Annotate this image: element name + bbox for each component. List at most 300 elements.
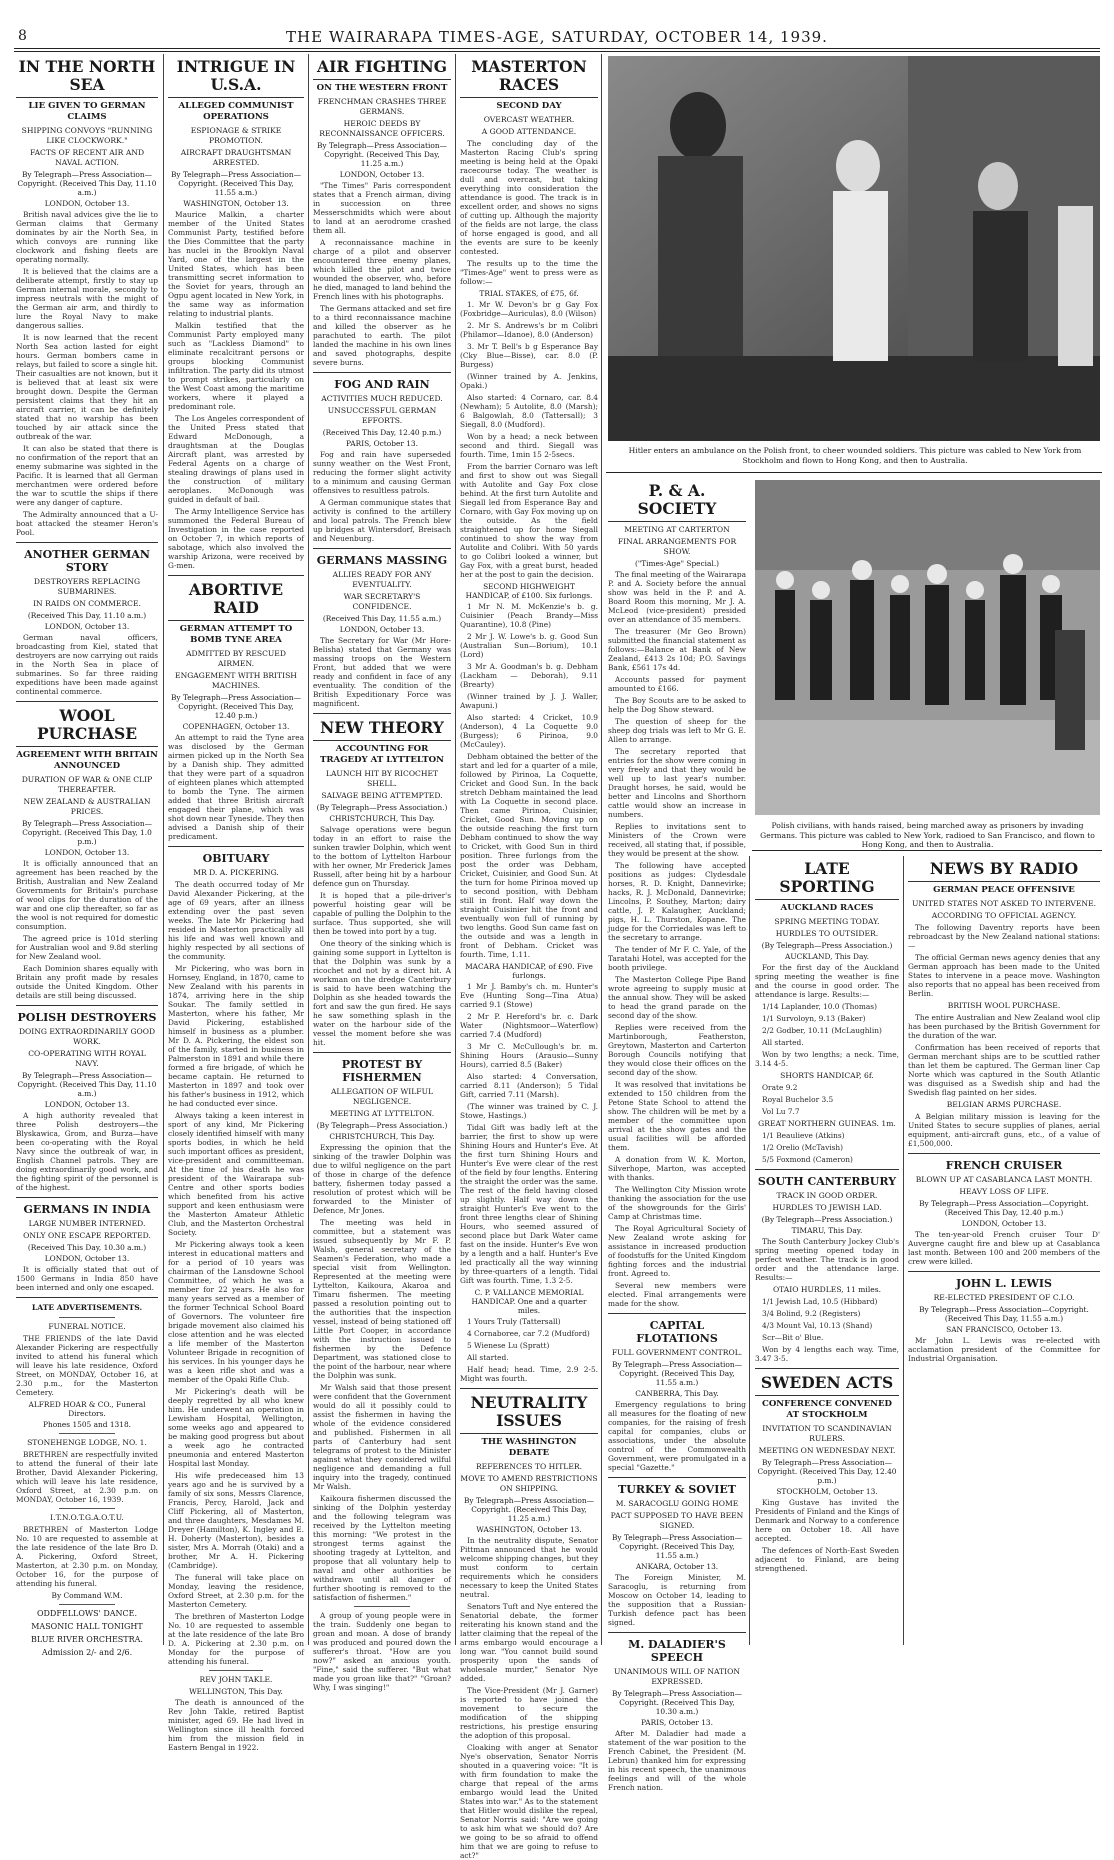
subheadline: ENGAGEMENT WITH BRITISH MACHINES. bbox=[175, 671, 297, 690]
headline: TURKEY & SOVIET bbox=[618, 1483, 736, 1496]
credit-line: (By Telegraph—Press Association.) bbox=[316, 1121, 448, 1130]
headline: CAPITAL FLOTATIONS bbox=[636, 1319, 718, 1345]
divider bbox=[16, 1297, 158, 1298]
credit-line: By Telegraph—Press Association—Copyright. (Received This Day, 11.25 a.m.) bbox=[463, 1496, 594, 1523]
paragraph: The Army Intelligence Service has summoned the Federal Bureau of Investigation in the case reported on October 7, in which reports of sabotage, which also involved the warship Arizona, were received by G-men. bbox=[168, 507, 304, 570]
credit-line: By Telegraph—Press Association—Copyright. (Received This Day, 11.55 a.m.) bbox=[611, 1360, 742, 1387]
section-title: FUNERAL NOTICE. bbox=[48, 1322, 126, 1331]
column-rule bbox=[163, 54, 164, 1645]
column-rule bbox=[903, 856, 904, 1645]
subheadline: MOVE TO AMEND RESTRICTIONS ON SHIPPING. bbox=[460, 1474, 598, 1493]
race-result: 2. Mr S. Andrews's br m Colibri (Philamor—Idanoe), 8.0 (Anderson) bbox=[460, 321, 598, 339]
paragraph: The South Canterbury Jockey Club's spring meeting opened today in perfect weather. The track is in good order and the attendance large. Results:— bbox=[755, 1237, 899, 1282]
subheadline: ACCORDING TO OFFICIAL AGENCY. bbox=[931, 911, 1077, 920]
subheadline: HURDLES TO JEWISH LAD. bbox=[772, 1203, 882, 1212]
dateline: CHRISTCHURCH, This Day. bbox=[329, 814, 435, 823]
dateline: LONDON, October 13. bbox=[44, 622, 130, 631]
race-result: From the barrier Cornaro was left and first to show out was Siegall with Autolite and Gay Fox close behind. At the first turn Autolite and Siegall led from Esperance Bay and Cornaro, with Gay Fox moving up on the outside. As the field straightened up for home Siegall continued to show the way from Autolite and Colibri. With 50 yards to go Colibri looked a winner, but Gay Fox, with a great burst, headed her at the post to gain the decision. bbox=[460, 462, 598, 579]
paragraph: The secretary reported that entries for the show were coming in very freely and that they would be well up to last year's number. Draught horses, he said, would be better and Lincolns and Shorthorn cattle would show an increase in numbers. bbox=[608, 747, 746, 819]
divider bbox=[59, 1433, 116, 1434]
ad-line: BLUE RIVER ORCHESTRA. bbox=[31, 1635, 143, 1644]
headline: OBITUARY bbox=[202, 852, 270, 865]
race-result: Half head; head. Time, 2.9 2-5. Might was fourth. bbox=[460, 1365, 598, 1383]
race-result: Debham obtained the better of the start and led for a quarter of a mile, followed by Pirinoa, La Coquette, Cricket and Good Sun. In the back stretch Debham maintained the lead with La Coquette in second place. Then came Pirinoa, Cuisinier, Cricket, Good Sun. Moving up on the outside reaching the first turn Debham continued to show the way to Cricket, with Good Sun in third position. Three furlongs from the post the order was Debham, Cricket, Cuisinier, and Good Sun. At the turn for home Pirinoa moved up to second position, with Debham still in front. Half way down the straight Cuisinier hit the front and eventually won full of running by two lengths. Good Sun came fast on the outside and was a length in front of Debham. Cricket was fourth. Time, 1.11. bbox=[460, 752, 598, 959]
dateline: TIMARU, This Day. bbox=[791, 1226, 863, 1235]
subheadline: SHIPPING CONVOYS "RUNNING LIKE CLOCKWORK." bbox=[21, 126, 153, 145]
paragraph: Several new members were elected. Final arrangements were made for the show. bbox=[608, 1281, 746, 1308]
subheadline: REFERENCES TO HITLER. bbox=[475, 1462, 583, 1471]
paragraph: A German communique states that activity is confined to the artillery and local patrols. The French blew up bridges at Wintersdorf, Breisach and Neuenburg. bbox=[313, 498, 451, 543]
paragraph: The funeral will take place on Monday, leaving the residence, Oxford Street, at 2.30 p.m. for the Masterton Cemetery. bbox=[168, 1573, 304, 1609]
paragraph: It is believed that the claims are a deliberate attempt, firstly to stay up German internal morale, secondly to impress neutrals with the might of the German air arm, and thirdly to lure the Royal Navy to make dangerous sallies. bbox=[16, 267, 158, 330]
race-result: 2 Mr P. Hereford's br. c. Dark Water (Nightsmoor—Waterflow) carried 7.4 (Mudford) bbox=[460, 1012, 598, 1039]
subheadline: M. SARACOGLU GOING HOME bbox=[615, 1499, 739, 1508]
ad-line: MASONIC HALL TONIGHT bbox=[31, 1622, 143, 1631]
race-result: 1 Yours Truly (Tattersall) bbox=[467, 1317, 561, 1326]
paragraph: Kaikoura fishermen discussed the sinking of the Dolphin yesterday and the following telegram was received by the Lyttelton meeting this morning: "We protest in the strongest terms against the shooting tragedy at Lyttelton, and propose that all voluntary help to naval and other authorities be withdrawn until all danger of further shooting is removed to the satisfaction of fishermen." bbox=[313, 1494, 451, 1602]
subheadline: GERMAN ATTEMPT TO BOMB TYNE AREA bbox=[179, 624, 293, 645]
dateline: LONDON, October 13. bbox=[44, 848, 130, 857]
race-result: Scr—Bit o' Blue. bbox=[762, 1333, 824, 1342]
paragraph: It is officially announced that an agreement has been reached by the British, Australian and New Zealand Governments for Britain's purchase of wool clips for the duration of the war and one clip thereafter, so far as the wool is not required for domestic consumption. bbox=[16, 859, 158, 931]
credit-line: By Telegraph—Press Association—Copyright. (Received This Day, 10.30 a.m.) bbox=[611, 1689, 742, 1716]
race-title: GREAT NORTHERN GUINEAS. 1m. bbox=[758, 1119, 896, 1128]
divider bbox=[608, 1477, 746, 1478]
notice-text: THE FRIENDS of the late David Alexander Pickering are respectfully invited to attend his funeral which will leave his late residence, Oxford Street, on MONDAY, October 16, at 2.30 p.m., for the Masterton Cemetery. bbox=[16, 1334, 158, 1397]
paragraph: Cloaking with anger at Senator Nye's observation, Senator Norris shouted in a quavering voice: "It is with firm foundation to make the charge that repeal of the arms embargo would lead the United States into war." As to the statement that Hitler would dislike the repeal, Senator Norris said: "Are we going to ask him what we should do? Are we going to be so afraid to offend him that we are going to refuse to act?" bbox=[460, 1743, 598, 1860]
race-title: SECOND HIGHWEIGHT HANDICAP, of £100. Six furlongs. bbox=[465, 582, 593, 600]
race-result: 1/1 Jewish Lad, 10.5 (Hibbard) bbox=[762, 1297, 878, 1306]
paragraph: The question of sheep for the sheep dog trials was left to Mr G. E. Allen to arrange. bbox=[608, 717, 746, 744]
paragraph: An attempt to raid the Tyne area was disclosed by the German airmen picked up in the North Sea by a Danish ship. They admitted that they were part of a squadron of eighteen planes which attempted to bomb the Tyne. The airmen added that three British aircraft engaged their plane, which was shot down near Tyneside. They then advised a Danish ship of their predicament. bbox=[168, 733, 305, 841]
subheadline: DESTROYERS REPLACING SUBMARINES. bbox=[33, 577, 141, 596]
paragraph: The final meeting of the Wairarapa P. and A. Society before the annual show was held in the P. and A. Board Room this morning, Mr J. A. McLeod (vice-president) presided over an attendance of 35 members. bbox=[608, 570, 746, 624]
subheadline: SECOND DAY bbox=[496, 101, 562, 111]
race-result: 2/2 Godber, 10.11 (McLaughlin) bbox=[762, 1026, 882, 1035]
race-result: All started. bbox=[467, 1353, 509, 1362]
race-result: Royal Buchelor 3.5 bbox=[762, 1095, 834, 1104]
headline: POLISH DESTROYERS bbox=[17, 1011, 157, 1024]
race-result: 1 Mr J. Bamby's ch. m. Hunter's Eve (Hunting Song—Tina Atua) carried 9.1 (Stowe) bbox=[460, 982, 598, 1009]
dateline: PARIS, October 13. bbox=[346, 439, 418, 448]
divider bbox=[168, 575, 304, 576]
dateline: LONDON, October 13. bbox=[44, 1100, 130, 1109]
paragraph: His wife predeceased him 13 years ago and he is survived by a family of six sons, Messrs Clarence, Francis, Percy, Harold, Jack and Cliff Pickering, all of Masterton, and three daughters, Mesdames M. Dreyer (Hamilton), K. Ingley and E. H. Doherty (Masterton), besides a sister, Mrs A. Morrah (Otaki) and a brother, Mr A. H. Pickering (Cambridge). bbox=[168, 1471, 304, 1570]
race-result: 5 Wienese Lu (Spratt) bbox=[467, 1341, 550, 1350]
race-result: 1 Mr N. M. McKenzie's b. g. Cuisinier (Peach Brandy—Miss Quarantine), 10.8 (Pine) bbox=[460, 602, 598, 629]
headline: FRENCH CRUISER bbox=[945, 1159, 1063, 1172]
race-result: Won by a head; a neck between second and third. Siegall was fourth. Time, 1min 15 2-5secs. bbox=[460, 432, 598, 459]
race-result: (Winner trained by J. J. Waller, Awapuni.) bbox=[460, 692, 598, 710]
headline: PROTEST BY FISHERMEN bbox=[341, 1058, 423, 1084]
subheadline: FRENCHMAN CRASHES THREE GERMANS. bbox=[317, 97, 447, 116]
paragraph: Salvage operations were begun today in an effort to raise the sunken trawler Dolphin, which went to the bottom of Lyttelton Harbour with her owner, Mr Frederick James Russell, after being hit by a harbour defence gun on Thursday. bbox=[313, 825, 451, 888]
subheadline: ESPIONAGE & STRIKE PROMOTION. bbox=[190, 126, 282, 145]
subheadline: DURATION OF WAR & ONE CLIP THEREAFTER. bbox=[21, 775, 153, 794]
subheadline: NEW ZEALAND & AUSTRALIAN PRICES. bbox=[23, 797, 151, 816]
masthead-rule-2 bbox=[14, 51, 1100, 52]
subheadline: WAR SECRETARY'S CONFIDENCE. bbox=[343, 592, 421, 611]
subheadline: THE WASHINGTON DEBATE bbox=[481, 1437, 577, 1458]
paragraph: "The Times" Paris correspondent states that a French airman, diving in succession on three Messerschmidts which were about to land at an aerodrome crashed them all. bbox=[313, 181, 451, 235]
race-result: 3 Mr C. McCullough's br. m. Shining Hours (Arausio—Sunny Hours), carried 8.5 (Baker) bbox=[460, 1042, 598, 1069]
headline: SWEDEN ACTS bbox=[755, 1374, 899, 1396]
race-result: (Winner trained by A. Jenkins, Opaki.) bbox=[460, 372, 598, 390]
subheadline: LIE GIVEN TO GERMAN CLAIMS bbox=[28, 101, 146, 122]
paragraph: The Germans attacked and set fire to a third reconnaissance machine and killed the observer as he parachuted to earth. The pilot landed the machine in his own lines and saved photographs, despite severe burns. bbox=[313, 304, 451, 367]
race-title: SHORTS HANDICAP, 6f. bbox=[780, 1071, 874, 1080]
subheadline: ALLEGED COMMUNIST OPERATIONS bbox=[178, 101, 294, 122]
race-result: Vol Lu 7.7 bbox=[762, 1107, 800, 1116]
column-2 bbox=[168, 54, 305, 1752]
page-number: 8 bbox=[18, 28, 27, 44]
photo-image bbox=[608, 56, 1100, 441]
paragraph: A donation from W. K. Morton, Silverhope, Marton, was accepted with thanks. bbox=[608, 1155, 746, 1182]
subheadline: GERMAN PEACE OFFENSIVE bbox=[933, 885, 1075, 895]
divider bbox=[755, 1368, 899, 1369]
paragraph: The death is announced of the Rev John Takle, retired Baptist minister, aged 69. He had lived in Wellington since ill health forced him from the mission field in Eastern Bengal in 1922. bbox=[168, 1698, 304, 1752]
paragraph: It is hoped that a pile-driver's powerful hoisting gear will be capable of pulling the Dolphin to the surface. Thus supported, she will then be towed into port by a tug. bbox=[313, 891, 451, 936]
subheadline: IN RAIDS ON COMMERCE. bbox=[33, 599, 141, 608]
subheadline: ALLEGATION OF WILFUL NEGLIGENCE. bbox=[330, 1087, 434, 1106]
paragraph: The agreed price is 101d sterling for Australian wool and 9.8d sterling for New Zealand wool. bbox=[16, 934, 158, 961]
divider bbox=[313, 713, 451, 714]
dateline: CHRISTCHURCH, This Day. bbox=[329, 1132, 435, 1141]
dateline: WELLINGTON, This Day. bbox=[189, 1687, 283, 1696]
paragraph: Always taking a keen interest in sport of any kind, Mr Pickering closely identified himself with many sports bodies, in which he held such important offices as president, vice-president and committeeman. At the time of his death he was president of the Wairarapa sub-Centre and other sports bodies which benefited from his active support and keen enthusiasm were the Masterton Amateur Athletic Club, and the Masterton Orchestral Society. bbox=[168, 1111, 304, 1237]
subheadline: HURDLES TO OUTSIDER. bbox=[775, 929, 879, 938]
paragraph: The death occurred today of Mr David Alexander Pickering, at the age of 69 years, after an illness extending over the past seven weeks. The late Mr Pickering had resided in Masterton practically all his life and was well known and highly respected by all sections of the community. bbox=[168, 880, 304, 961]
divider bbox=[313, 1052, 451, 1053]
column-1 bbox=[16, 54, 158, 1657]
subheadline: A GOOD ATTENDANCE. bbox=[481, 127, 577, 136]
dateline: LONDON, October 13. bbox=[961, 1219, 1047, 1228]
column-rule bbox=[455, 54, 456, 1645]
subheadline: MEETING ON WEDNESDAY NEXT. bbox=[758, 1446, 896, 1455]
paragraph: It is now learned that the recent North Sea action lasted for eight hours. German bombers came in relays, but failed to score a single hit. Their casualties are not known, but it is believed that at least six were brought down. Despite the German persistent claims that they hit an aircraft carrier, it can be definitely stated that no warship has been touched by air attack since the outbreak of the war. bbox=[16, 333, 158, 441]
dateline: AUCKLAND, This Day. bbox=[785, 952, 869, 961]
headline: M. DALADIER'S SPEECH bbox=[628, 1638, 726, 1664]
credit-line: (By Telegraph—Press Association.) bbox=[316, 803, 448, 812]
subheadline: ONLY ONE ESCAPE REPORTED. bbox=[23, 1231, 151, 1240]
divider bbox=[752, 850, 1102, 851]
dateline: ANKARA, October 13. bbox=[635, 1562, 719, 1571]
headline: JOHN L. LEWIS bbox=[955, 1277, 1053, 1290]
paragraph: After M. Daladier had made a statement of the war position to the French Cabinet, the President (M. Lebrun) thanked him for expressing in his recent speech, the unanimous feelings and will of the whole French nation. bbox=[608, 1729, 746, 1792]
divider bbox=[16, 1197, 158, 1198]
credit-line: (By Telegraph—Press Association.) bbox=[761, 941, 893, 950]
headline: GERMANS MASSING bbox=[316, 554, 448, 567]
subheadline: LARGE NUMBER INTERNED. bbox=[28, 1219, 146, 1228]
paragraph: It is officially stated that out of 1500 Germans in India 850 have been interned and only one escaped. bbox=[16, 1265, 158, 1292]
dateline: LONDON, October 13. bbox=[339, 170, 425, 179]
subheadline: ON THE WESTERN FRONT bbox=[316, 83, 448, 93]
credit-line: (Received This Day, 12.40 p.m.) bbox=[322, 428, 442, 437]
race-result: 4 Cornaboree, car 7.2 (Mudford) bbox=[467, 1329, 590, 1338]
paragraph: A high authority revealed that three Polish destroyers—the Blyskawica, Grom, and Burza—have been co-operating with the Royal Navy since the outbreak of war, in English Channel patrols. They are doing extraordinarily good work, and the fighting spirit of the personnel is of the highest. bbox=[16, 1111, 158, 1192]
column-7 bbox=[908, 856, 1100, 1645]
race-result: 1/1 Beaulieve (Atkins) bbox=[762, 1131, 845, 1140]
paragraph: British naval advices give the lie to German claims that Germany dominates by air the North Sea, in which convoys are running like clockwork and fishing fleets are operating normally. bbox=[16, 210, 158, 264]
race-result: 1/14 Laplander, 10.0 (Thomas) bbox=[762, 1002, 877, 1011]
paragraph: The Los Angeles correspondent of the United Press stated that Edward McDonough, a draughtsman at the Douglas Aircraft plant, was arrested by Federal Agents on a charge of stealing drawings of plans used in the construction of military aeroplanes. McDonough was guided in default of bail. bbox=[168, 414, 304, 504]
column-5 bbox=[608, 478, 746, 1792]
paragraph: Confirmation has been received of reports that German merchant ships are to be scuttled rather than let them be captured. The German liner Cap Norte which was captured in the South Atlantic was disguised as a Swedish ship and had the Swedish flag painted on her sides. bbox=[908, 1043, 1100, 1097]
divider bbox=[608, 1632, 746, 1633]
dateline: LONDON, October 13. bbox=[339, 625, 425, 634]
credit-line: By Telegraph—Press Association—Copyright. (Received This Day, 11.55 a.m.) bbox=[919, 1305, 1089, 1323]
photo-caption: Hitler enters an ambulance on the Polish front, to cheer wounded soldiers. This picture was cabled to New York from Stockholm and flown to Hong Kong, and then to Australia. bbox=[628, 446, 1082, 465]
dateline: LONDON, October 13. bbox=[44, 1254, 130, 1263]
subheadline: REV JOHN TAKLE. bbox=[199, 1675, 273, 1684]
headline: AIR FIGHTING bbox=[313, 58, 451, 80]
race-result: 3 Mr A. Goodman's b. g. Debham (Lackham — Deborah), 9.11 (Brearty) bbox=[460, 662, 598, 689]
headline: SOUTH CANTERBURY bbox=[757, 1175, 897, 1188]
paragraph: The meeting was held in committee, but a statement was issued subsequently by Mr F. P. Walsh, general secretary of the Seamen's Federation, who made a special visit from Wellington. Represented at the meeting were Lyttelton, Kaikoura, Akaroa and Timaru fishermen. The meeting passed a resolution pointing out to the authorities that the inspection vessel, instead of being stationed off Little Port Cooper, in accordance with the instruction issued to fishermen by the Defence Department, was stationed close to the point of the harbour, near where the Dolphin was sunk. bbox=[313, 1218, 451, 1380]
credit-line: (By Telegraph—Press Association.) bbox=[761, 1215, 893, 1224]
subheadline: AIRCRAFT DRAUGHTSMAN ARRESTED. bbox=[180, 148, 292, 167]
race-result: 1/2 Orelio (McTavish) bbox=[762, 1143, 844, 1152]
paragraph: The Admiralty announced that a U-boat attacked the steamer Heron's Pool. bbox=[16, 510, 158, 537]
credit-line: By Telegraph—Press Association—Copyright. (Received This Day, 12.40 p.m.) bbox=[757, 1458, 897, 1485]
subheadline: CONFERENCE CONVENED AT STOCKHOLM bbox=[761, 1399, 893, 1420]
headline: NEW THEORY bbox=[313, 719, 451, 741]
paragraph: The Wellington City Mission wrote thanking the association for the use of the showgrounds for the Girls' Camp at Christmas time. bbox=[608, 1185, 746, 1221]
subheadline: ACTIVITIES MUCH REDUCED. bbox=[321, 394, 443, 403]
headline: GERMANS IN INDIA bbox=[23, 1203, 151, 1216]
headline: LATE SPORTING bbox=[755, 860, 899, 900]
race-result: 2 Mr J. W. Lowe's b. g. Good Sun (Australian Sun—Borium), 10.1 (Lord) bbox=[460, 632, 598, 659]
divider bbox=[606, 472, 1102, 473]
paragraph: In the neutrality dispute, Senator Pittman announced that he would welcome shipping changes, but they must conform to certain requirements which he considers necessary to keep the United States neutral. bbox=[460, 1536, 598, 1599]
credit-line: By Telegraph—Press Association—Copyright. (Received This Day, 11.55 a.m.) bbox=[611, 1533, 742, 1560]
race-result: Orate 9.2 bbox=[762, 1083, 798, 1092]
divider bbox=[908, 1153, 1100, 1154]
subheadline: PACT SUPPOSED TO HAVE BEEN SIGNED. bbox=[610, 1511, 744, 1530]
paragraph: Each Dominion shares equally with Britain any profit made by resales outside the United Kingdom. Other details are still being discussed. bbox=[16, 964, 158, 1000]
race-result: 3/4 Bolind, 9.2 (Registers) bbox=[762, 1309, 861, 1318]
column-4 bbox=[460, 54, 598, 1860]
column-rule bbox=[749, 856, 750, 1645]
paragraph: Replies were received from the Martinborough, Featherston, Greytown, Masterton and Carterton Borough Councils notifying that they would close their offices on the second day of the show. bbox=[608, 1023, 746, 1077]
column-3 bbox=[313, 54, 451, 1692]
credit-line: By Telegraph—Press Association—Copyright. (Received This Day, 12.40 p.m.) bbox=[919, 1199, 1089, 1217]
credit-line: (Received This Day, 11.55 a.m.) bbox=[322, 614, 442, 623]
subheadline: FACTS OF RECENT AIR AND NAVAL ACTION. bbox=[29, 148, 145, 167]
headline: NEUTRALITY ISSUES bbox=[460, 1394, 598, 1434]
paragraph: Senators Tuft and Nye entered the Senatorial debate, the former reiterating his known stand and the latter claiming that the repeal of the arms embargo would encourage a long war. "You cannot build sound prosperity upon the sands of wholesale murder," Senator Nye added. bbox=[460, 1602, 598, 1683]
divider bbox=[313, 372, 451, 373]
dateline: WASHINGTON, October 13. bbox=[183, 199, 289, 208]
notice-text: BRETHREN are respectfully invited to attend the funeral of their late Brother, David Alexander Pickering, which will leave his late residence, Oxford Street, at 2.30 p.m. on MONDAY, October 16, 1939. bbox=[16, 1450, 158, 1504]
race-title: TRIAL STAKES, of £75, 6f. bbox=[479, 289, 579, 298]
credit-line: (Received This Day, 10.30 a.m.) bbox=[27, 1243, 147, 1252]
paragraph: The Secretary for War (Mr Hore-Belisha) stated that Germany was massing troops on the Western Front, but added that we were ready and confident in face of any eventuality. The condition of the British Expeditionary Force was magnificent. bbox=[313, 636, 451, 708]
paragraph: One theory of the sinking which is gaining some support in Lyttelton is that the Dolphin was sunk by a ricochet and not by a direct hit. A workman on the dredge Canterbury is said to have been watching the Dolphin as she headed towards the fort and saw the gun fired. He says he saw something splash in the water on the harbour side of the vessel the moment before she was hit. bbox=[313, 939, 451, 1047]
paragraph: The ten-year-old French cruiser Tour D' Auvergne caught fire and blew up at Casablanca last month. Between 100 and 200 members of the crew were killed. bbox=[908, 1230, 1100, 1266]
subheadline: ADMITTED BY RESCUED AIRMEN. bbox=[186, 649, 286, 668]
paragraph: It can also be stated that there is no confirmation of the report that an enemy submarine was sighted in the Pacific. It is learned that all German merchantmen were ordered before the war to scuttle the ships if there were any danger of capture. bbox=[16, 444, 158, 507]
paragraph: Fog and rain have superseded sunny weather on the West Front, reducing the former slight activity to a minimum and causing German offensives to resultless patrols. bbox=[313, 450, 451, 495]
headline: P. & A. SOCIETY bbox=[608, 482, 746, 522]
column-rule bbox=[308, 54, 309, 1645]
column-6 bbox=[755, 856, 899, 1645]
paragraph: German naval officers, broadcasting from Kiel, stated that destroyers are now carrying out raids in the North Sea in place of submarines. So far three raiding expeditions have been made against continental commerce. bbox=[16, 633, 158, 696]
dateline: STOCKHOLM, October 13. bbox=[776, 1487, 878, 1496]
ad-line: ODDFELLOWS' DANCE. bbox=[36, 1609, 138, 1618]
headline: IN THE NORTH SEA bbox=[16, 58, 158, 98]
paragraph: The defences of North-East Sweden adjacent to Finland, are being strengthened. bbox=[755, 1546, 899, 1573]
paragraph: The brethren of Masterton Lodge No. 10 are requested to assemble at the late residence of the late Bro D. A. Pickering at 2.30 p.m. on Monday for the purpose of attending his funeral. bbox=[168, 1612, 304, 1666]
notice-text: BRETHREN of Masterton Lodge No. 10 are requested to assemble at the late residence of the late Bro D. A. Pickering, Oxford Street, Masterton, at 2.30 p.m. on Monday, October 16, for the purpose of attending his funeral. bbox=[16, 1525, 158, 1588]
paragraph: The concluding day of the Masterton Racing Club's spring meeting is being held at the Opaki racecourse today. The weather is dull and overcast, but taking everything into consideration the attendance is good. The track is in excellent order, and shows no signs of cutting up. Although the majority of the fields are not large, the class of horse engaged is good, and all the events are sure to be keenly contested. bbox=[460, 139, 598, 256]
paragraph: Malkin testified that the Communist Party employed many such as "Lackless Diamond" to eliminate recalcitrant persons or groups blocking Communist infiltration. The party did its utmost to prompt strikes, particularly on the West Coast among the maritime workers, where it played a predominant role. bbox=[168, 321, 304, 411]
divider bbox=[59, 1317, 116, 1318]
subheadline: TRACK IN GOOD ORDER. bbox=[776, 1191, 878, 1200]
dateline: SAN FRANCISCO, October 13. bbox=[946, 1325, 1062, 1334]
paragraph: The Boy Scouts are to be asked to help the Dog Show steward. bbox=[608, 696, 746, 714]
race-result: Also started: 4 Conversation, carried 8.11 (Anderson); 5 Tidal Gift, carried 7.11 (Marsh). bbox=[460, 1072, 598, 1099]
dateline: PARIS, October 13. bbox=[641, 1718, 713, 1727]
race-result: 1/1 Survoloyn, 9.13 (Baker) bbox=[762, 1014, 866, 1023]
notice-sign: By Command W.M. bbox=[51, 1591, 123, 1600]
dateline: COPENHAGEN, October 13. bbox=[182, 722, 290, 731]
divider bbox=[209, 1670, 263, 1671]
headline: ABORTIVE RAID bbox=[168, 581, 304, 621]
paragraph: A Belgian military mission is leaving for the United States to secure supplies of planes, aerial equipment, anti-aircraft guns, etc., of a value of £1,500,000. bbox=[908, 1112, 1100, 1148]
photo-polish-civilians bbox=[755, 480, 1100, 815]
subheadline: ACCOUNTING FOR TRAGEDY AT LYTTELTON bbox=[320, 744, 444, 765]
paragraph: Maurice Malkin, a charter member of the United States Communist Party, testified before the Dies Committee that the party has nuclei in the Brooklyn Naval Yard, one of the largest in the United States, which has been transmitting secret information to the Soviet for years, through an Ogpu agent located in New York, in the same way as information relating to industrial plants. bbox=[168, 210, 304, 318]
paragraph: Accounts passed for payment amounted to £166. bbox=[608, 675, 746, 693]
divider bbox=[16, 1005, 158, 1006]
divider bbox=[168, 846, 304, 847]
race-result: 3. Mr T. Bell's b g Esperance Bay (Cky Blue—Bisse), car. 8.0 (P. Burgess) bbox=[460, 342, 598, 369]
paragraph: Mr Walsh said that those present were confident that the Government would do all it possibly could to assist the fishermen in having the whole of the evidence considered and published. Fishermen in all parts of Canterbury had sent telegrams of protest to the Minister against what they considered wilful negligence and demanding a full inquiry into the tragedy, continued Mr Walsh. bbox=[313, 1383, 451, 1491]
race-result: Also started: 4 Cricket, 10.9 (Anderson), 4 La Coquette 9.0 (Burgess); 6 Pirinoa, 9.0 (McCauley). bbox=[460, 713, 598, 749]
subheadline: OVERCAST WEATHER. bbox=[483, 115, 575, 124]
divider bbox=[908, 1271, 1100, 1272]
photo-image bbox=[755, 480, 1100, 815]
headline: FOG AND RAIN bbox=[334, 378, 430, 391]
subheadline: SPRING MEETING TODAY. bbox=[774, 917, 880, 926]
paragraph: The Royal Agricultural Society of New Zealand wrote asking for assistance in increased production of foodstuffs for the United Kingdom fighting forces and the industrial front. Agreed to. bbox=[608, 1224, 746, 1278]
paragraph: The official German news agency denies that any German approach has been made to the United States to intervene in a peace move. Washington also reports that no appeal has been received from Berlin. bbox=[908, 953, 1100, 998]
subheadline: BRITISH WOOL PURCHASE. bbox=[947, 1001, 1061, 1010]
credit-line: By Telegraph—Press Association—Copyright. (Received This Day, 1.0 p.m.) bbox=[21, 819, 152, 846]
credit-line: By Telegraph—Press Association—Copyright. (Received This Day, 11.10 a.m.) bbox=[17, 1071, 157, 1098]
subheadline: MEETING AT CARTERTON bbox=[624, 525, 730, 534]
subheadline: UNITED STATES NOT ASKED TO INTERVENE. bbox=[911, 899, 1097, 908]
race-result: Also started: 4 Cornaro, car. 8.4 (Newham); 5 Autolite, 8.0 (Marsh); 6 Balgowlah, 8.0 (Tattersall); 3 Siegall, 8.0 (Mudford). bbox=[460, 393, 598, 429]
race-result: 1. Mr W. Devon's br g Gay Fox (Foxbridge—Auriculas), 8.0 (Wilson) bbox=[460, 300, 598, 318]
subheadline: DOING EXTRAORDINARILY GOOD WORK. bbox=[18, 1027, 156, 1046]
race-title: OTAIO HURDLES, 11 miles. bbox=[772, 1285, 882, 1294]
column-rule bbox=[601, 54, 602, 1645]
subheadline: FINAL ARRANGEMENTS FOR SHOW. bbox=[617, 537, 737, 556]
race-result: Tidal Gift was badly left at the barrier, the first to show up were Shining Hours and Hunter's Eve. At the first turn Shining Hours and Hunter's Eve were clear of the rest of the field by four lengths. Entering the straight the order was the same. The rest of the field having closed up slightly. Half way down the straight Hunter's Eve went to the front three lengths clear of Shining Hours, who seemed assured of second place but Dark Water came fast on the inside. Hunter's Eve won by a length and a half. Hunter's Eve led practically all the way winning by three-quarters of a length. Tidal Gift was fourth. Time, 1.3 2-5. bbox=[460, 1123, 598, 1285]
divider bbox=[460, 1388, 598, 1389]
headline: MASTERTON RACES bbox=[460, 58, 598, 98]
photo-hitler-ambulance bbox=[608, 56, 1100, 441]
paragraph: A reconnaissance machine in charge of a pilot and observer encountered three enemy planes, which killed the pilot and twice wounded the observer, who, before he died, managed to land behind the French lines with his photographs. bbox=[313, 238, 451, 301]
dateline: LONDON, October 13. bbox=[44, 199, 130, 208]
paragraph: Mr John L. Lewis was re-elected with acclamation president of the Committee for Industrial Organisation. bbox=[908, 1336, 1100, 1363]
subheadline: BLOWN UP AT CASABLANCA LAST MONTH. bbox=[915, 1175, 1093, 1184]
newspaper-title: THE WAIRARAPA TIMES-AGE, SATURDAY, OCTOBER 14, 1939. bbox=[286, 28, 828, 46]
subheadline: BELGIAN ARMS PURCHASE. bbox=[946, 1100, 1062, 1109]
subheadline: HEROIC DEEDS BY RECONNAISSANCE OFFICERS. bbox=[319, 119, 445, 138]
credit-line: By Telegraph—Press Association—Copyright. (Received This Day, 11.10 a.m.) bbox=[17, 170, 157, 197]
notice-sign: Phones 1505 and 1318. bbox=[42, 1420, 132, 1429]
masthead bbox=[0, 0, 1114, 50]
paragraph: The treasurer (Mr Geo Brown) submitted the financial statement as follows:—Balance at Bank of New Zealand, £413 2s 10d; P.O. Savings Bank, £561 17s 4d. bbox=[608, 627, 746, 672]
paragraph: Mr Pickering, who was born in Hornsey, England, in 1870, came to New Zealand with his parents in 1874, arriving here in the ship Soukar. The family settled in Masterton, where his father, Mr David Pickering, established himself in business as a plumber. Mr D. A. Pickering, the eldest son of the family, started in business in Palmerston in 1891 and while there formed a fire brigade, of which he became captain. He returned to Masterton in 1897 and took over his father's business in 1912, which he had conducted ever since. bbox=[168, 964, 304, 1108]
paragraph: A group of young people were in the train. Suddenly one began to groan and moan. A dose of brandy was produced and poured down the sufferer's throat. "How are you now?" asked an anxious youth. "Fine," said the sufferer. "But what made you groan like that?" "Groan? Why, I was singing!" bbox=[313, 1611, 451, 1692]
notice-sign: ALFRED HOAR & CO., Funeral Directors. bbox=[28, 1400, 146, 1418]
subheadline: LAUNCH HIT BY RICOCHET SHELL. bbox=[325, 769, 439, 788]
subheadline: AUCKLAND RACES bbox=[780, 903, 874, 913]
paragraph: Mr Pickering always took a keen interest in educational matters and for a period of 10 years was chairman of the Lansdowne School Committee, of which he was a member for 22 years. He also for many years served as a member of the former Technical School Board of Governors. The volunteer fire brigade movement also claimed his close attention and he was elected a life member of the Masterton Volunteer Brigade in recognition of his services. In his younger days he was a keen rifle shot and was a member of the Opaki Rifle Club. bbox=[168, 1240, 304, 1384]
headline: ANOTHER GERMAN STORY bbox=[24, 548, 150, 574]
paragraph: Mr Pickering's death will be deeply regretted by all who knew him. He underwent an operation in Lewisham Hospital, Wellington, some weeks ago and appeared to be making good progress but about a week ago he contracted pneumonia and entered Masterton Hospital last Monday. bbox=[168, 1387, 304, 1468]
race-title: C. P. VALLANCE MEMORIAL HANDICAP. One and a quarter miles. bbox=[471, 1288, 587, 1315]
paragraph: The results up to the time the "Times-Age" went to press were as follow:— bbox=[460, 259, 598, 286]
race-title: MACARA HANDICAP, of £90. Five furlongs. bbox=[465, 962, 593, 980]
subheadline: MEETING AT LYTTELTON. bbox=[329, 1109, 435, 1118]
dateline: CANBERRA, This Day. bbox=[635, 1389, 719, 1398]
subheadline: INVITATION TO SCANDINAVIAN RULERS. bbox=[762, 1424, 892, 1443]
paragraph: The following have accepted positions as judges: Clydesdale horses, R. D. Knight, Dannevirke; hacks, R. J. McDonald, Dannevirke; Lincolns, P. Southey, Marton; dairy cattle, J. P. Kalaugher, Auckland; pigs, H. L. Thurston, Kopane. The judge for the Corriedales was left to the secretary to arrange. bbox=[608, 861, 746, 942]
credit-line: By Telegraph—Press Association—Copyright. (Received This Day, 12.40 p.m.) bbox=[170, 693, 301, 720]
subheadline: FULL GOVERNMENT CONTROL. bbox=[611, 1348, 743, 1357]
paragraph: Emergency regulations to bring all measures for the floating of new companies, for the raising of fresh capital for companies, clubs or associations, under the absolute control of the Commonwealth Government, were promulgated in a special "Gazette." bbox=[608, 1400, 746, 1472]
dateline: WASHINGTON, October 13. bbox=[476, 1525, 582, 1534]
headline: INTRIGUE IN U.S.A. bbox=[168, 58, 304, 98]
paragraph: Expressing the opinion that the sinking of the trawler Dolphin was due to wilful negligence on the part of those in charge of the defence battery, fishermen today passed a resolution of protest which will be forwarded to the Minister of Defence, Mr Jones. bbox=[313, 1143, 451, 1215]
race-result: All started. bbox=[762, 1038, 804, 1047]
subheadline: AGREEMENT WITH BRITAIN ANNOUNCED bbox=[16, 750, 158, 771]
headline: WOOL PURCHASE bbox=[16, 707, 158, 747]
subheadline: MR D. A. PICKERING. bbox=[193, 868, 279, 877]
paragraph: The entire Australian and New Zealand wool clip has been purchased by the British Government for the duration of the war. bbox=[908, 1013, 1100, 1040]
subheadline: UNSUCCESSFUL GERMAN EFFORTS. bbox=[327, 406, 437, 425]
subheadline: HEAVY LOSS OF LIFE. bbox=[959, 1187, 1049, 1196]
paragraph: The Foreign Minister, M. Saracoglu, is returning from Moscow on October 14, leading to the supposition that a Russian-Turkish defence pact has been signed. bbox=[608, 1573, 746, 1627]
subheadline: RE-ELECTED PRESIDENT OF C.I.O. bbox=[933, 1293, 1075, 1302]
subheadline: ALLIES READY FOR ANY EVENTUALITY. bbox=[332, 570, 432, 589]
race-result: Won by 4 lengths each way. Time, 3.47 3-5. bbox=[755, 1345, 899, 1363]
subheadline: UNANIMOUS WILL OF NATION EXPRESSED. bbox=[613, 1667, 741, 1686]
divider bbox=[755, 1169, 899, 1170]
subheadline: CO-OPERATING WITH ROYAL NAVY. bbox=[28, 1049, 146, 1068]
subheadline: SALVAGE BEING ATTEMPTED. bbox=[321, 791, 443, 800]
credit-line: By Telegraph—Press Association—Copyright. (Received This Day, 11.55 a.m.) bbox=[170, 170, 301, 197]
divider bbox=[59, 1508, 116, 1509]
paragraph: The following Daventry reports have been rebroadcast by the New Zealand national stations:— bbox=[908, 923, 1100, 950]
paragraph: It was resolved that invitations be extended to 150 children from the Petone State School to attend the show. The children will be met by a member of the committee upon arrival at the show gates and the usual facilities will be afforded them. bbox=[608, 1080, 746, 1152]
credit-line: ("Times-Age" Special.) bbox=[634, 559, 720, 568]
paragraph: The tender of Mr F. C. Yale, of the Taratahi Hotel, was accepted for the booth privilege. bbox=[608, 945, 746, 972]
divider bbox=[16, 542, 158, 543]
paragraph: The Vice-President (Mr J. Garner) is reported to have joined the movement to secure the modification of the shipping restrictions, his prestige ensuring the adoption of this proposal. bbox=[460, 1686, 598, 1740]
paragraph: Replies to invitations sent to Ministers of the Crown were received, all stating that, if possible, they would be present at the show. bbox=[608, 822, 746, 858]
masthead-rule bbox=[14, 48, 1100, 49]
paragraph: King Gustave has invited the Presidents of Finland and the Kings of Denmark and Norway to a conference here on October 18. All have accepted. bbox=[755, 1498, 899, 1543]
photo-caption: Polish civilians, with hands raised, being marched away as prisoners by invading Germans. This picture was cabled to New York, radioed to San Francisco, and flown to Hong Kong, and then to Australia. bbox=[760, 821, 1095, 849]
credit-line: (Received This Day, 11.10 a.m.) bbox=[27, 611, 147, 620]
section-title: LATE ADVERTISEMENTS. bbox=[31, 1303, 143, 1312]
